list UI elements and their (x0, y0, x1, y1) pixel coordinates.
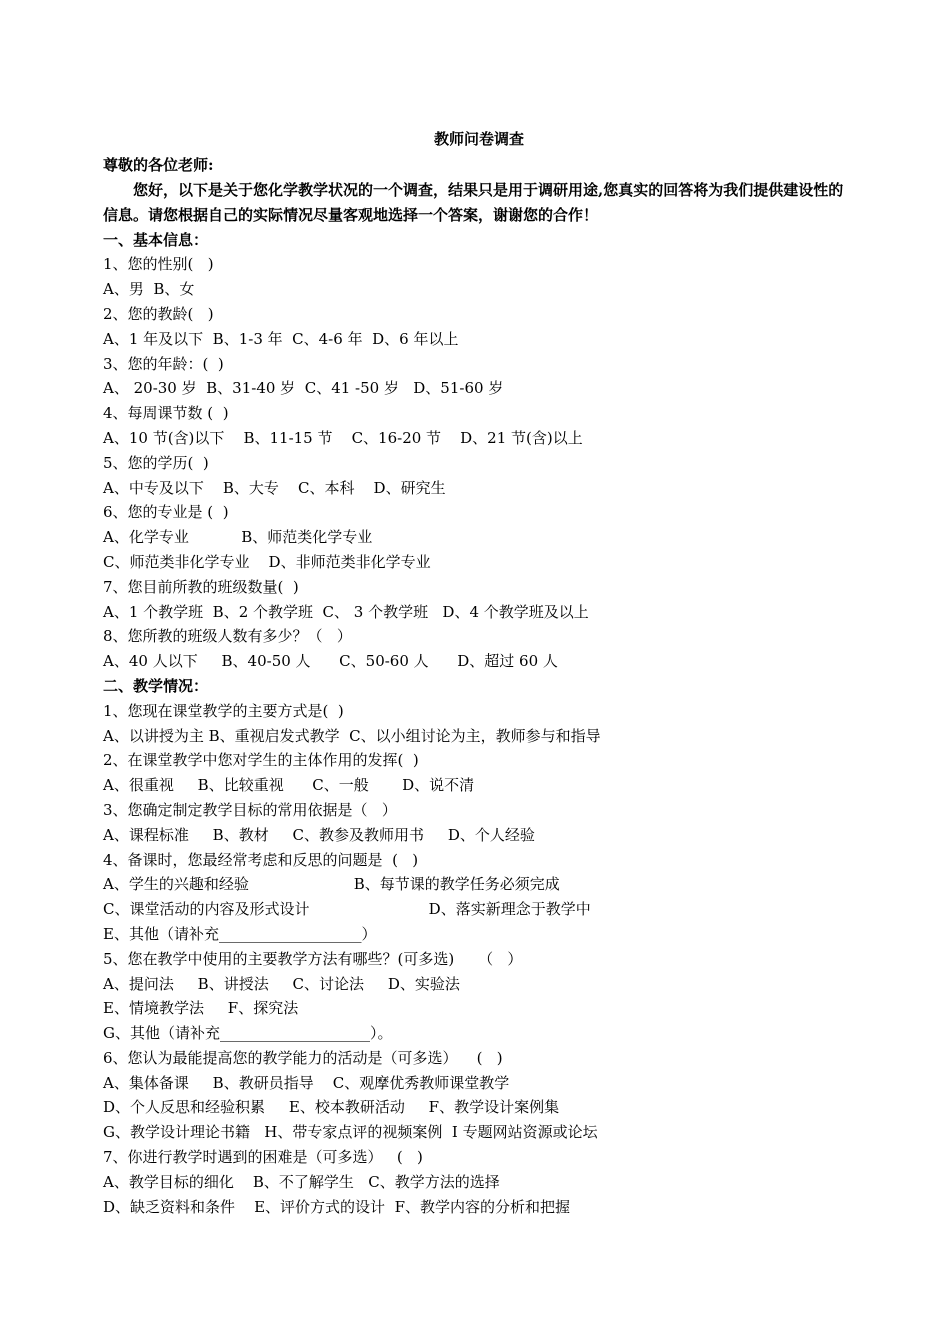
question-line: 4、每周课节数 ( ) (103, 404, 229, 423)
question-line: 2、您的教龄( ) (103, 304, 214, 323)
question-line: A、化学专业 B、师范类化学专业 (103, 528, 373, 547)
question-line: E、情境教学法 F、探究法 (103, 999, 299, 1018)
question-line: A、学生的兴趣和经验 B、每节课的教学任务必须完成 (103, 875, 560, 894)
question-line: 5、您的学历( ) (103, 453, 209, 472)
question-line: A、10 节(含)以下 B、11-15 节 C、16-20 节 D、21 节(含)以上 (103, 428, 583, 447)
question-line: A、 20-30 岁 B、31-40 岁 C、41 -50 岁 D、51-60 岁 (103, 379, 504, 398)
question-line: D、个人反思和经验积累 E、校本教研活动 F、教学设计案例集 (103, 1098, 560, 1117)
question-line: 8、您所教的班级人数有多少？（ ） (103, 627, 352, 646)
question-line: 7、您目前所教的班级数量( ) (103, 577, 299, 596)
question-line: G、教学设计理论书籍 H、带专家点评的视频案例 I 专题网站资源或论坛 (103, 1123, 598, 1142)
question-line: 1、您的性别( ) (103, 255, 214, 274)
question-line: A、男 B、女 (103, 280, 195, 299)
question-line: 3、您确定制定教学目标的常用依据是（ ） (103, 800, 397, 819)
question-line: E、其他（请补充___________________） (103, 924, 377, 943)
question-line: A、提问法 B、讲授法 C、讨论法 D、实验法 (103, 974, 460, 993)
question-line: 1、您现在课堂教学的主要方式是( ) (103, 701, 344, 720)
question-line: C、课堂活动的内容及形式设计 D、落实新理念于教学中 (103, 900, 591, 919)
question-line: 6、您的专业是 ( ) (103, 503, 229, 522)
doc-title: 教师问卷调查 (433, 130, 524, 148)
question-line: 7、你进行教学时遇到的困难是（可多选） ( ) (103, 1148, 423, 1167)
question-line: A、以讲授为主 B、重视启发式教学 C、以小组讨论为主，教师参与和指导 (103, 726, 601, 745)
question-line: G、其他（请补充____________________）。 (103, 1024, 393, 1043)
question-line: A、中专及以下 B、大专 C、本科 D、研究生 (103, 478, 446, 497)
question-line: A、教学目标的细化 B、不了解学生 C、教学方法的选择 (103, 1172, 500, 1191)
question-line: A、很重视 B、比较重视 C、一般 D、说不清 (103, 776, 475, 795)
question-line: A、40 人以下 B、40-50 人 C、50-60 人 D、超过 60 人 (103, 652, 558, 671)
intro-paragraph: 您好，以下是关于您化学教学状况的一个调查，结果只是用于调研用途,您真实的回答将为我们提供建设性的信息。请您根据自己的实际情况尽量客观地选择一个答案，谢谢您的合作！ (103, 180, 844, 224)
question-line: 2、在课堂教学中您对学生的主体作用的发挥( ) (103, 751, 419, 770)
question-line: C、师范类非化学专业 D、非师范类非化学专业 (103, 552, 431, 571)
salutation: 尊敬的各位老师: (103, 155, 214, 174)
question-line: 4、备课时，您最经常考虑和反思的问题是 ( ) (103, 850, 419, 869)
question-line: 5、您在教学中使用的主要教学方法有哪些？(可多选) （ ） (103, 949, 523, 968)
question-line: 3、您的年龄：( ) (103, 354, 224, 373)
document-page (103, 127, 855, 1219)
section-heading: 一、基本信息： (103, 230, 209, 249)
question-line: D、缺乏资料和条件 E、评价方式的设计 F、教学内容的分析和把握 (103, 1197, 570, 1216)
question-line: A、集体备课 B、教研员指导 C、观摩优秀教师课堂教学 (103, 1073, 510, 1092)
question-line: A、1 年及以下 B、1-3 年 C、4-6 年 D、6 年以上 (103, 329, 459, 348)
question-line: A、课程标准 B、教材 C、教参及教师用书 D、个人经验 (103, 825, 535, 844)
question-list (103, 228, 855, 1220)
question-line: 6、您认为最能提高您的教学能力的活动是（可多选） ( ) (103, 1048, 503, 1067)
question-line: A、1 个教学班 B、2 个教学班 C、 3 个教学班 D、4 个教学班及以上 (103, 602, 589, 621)
section-heading: 二、教学情况： (103, 676, 209, 695)
